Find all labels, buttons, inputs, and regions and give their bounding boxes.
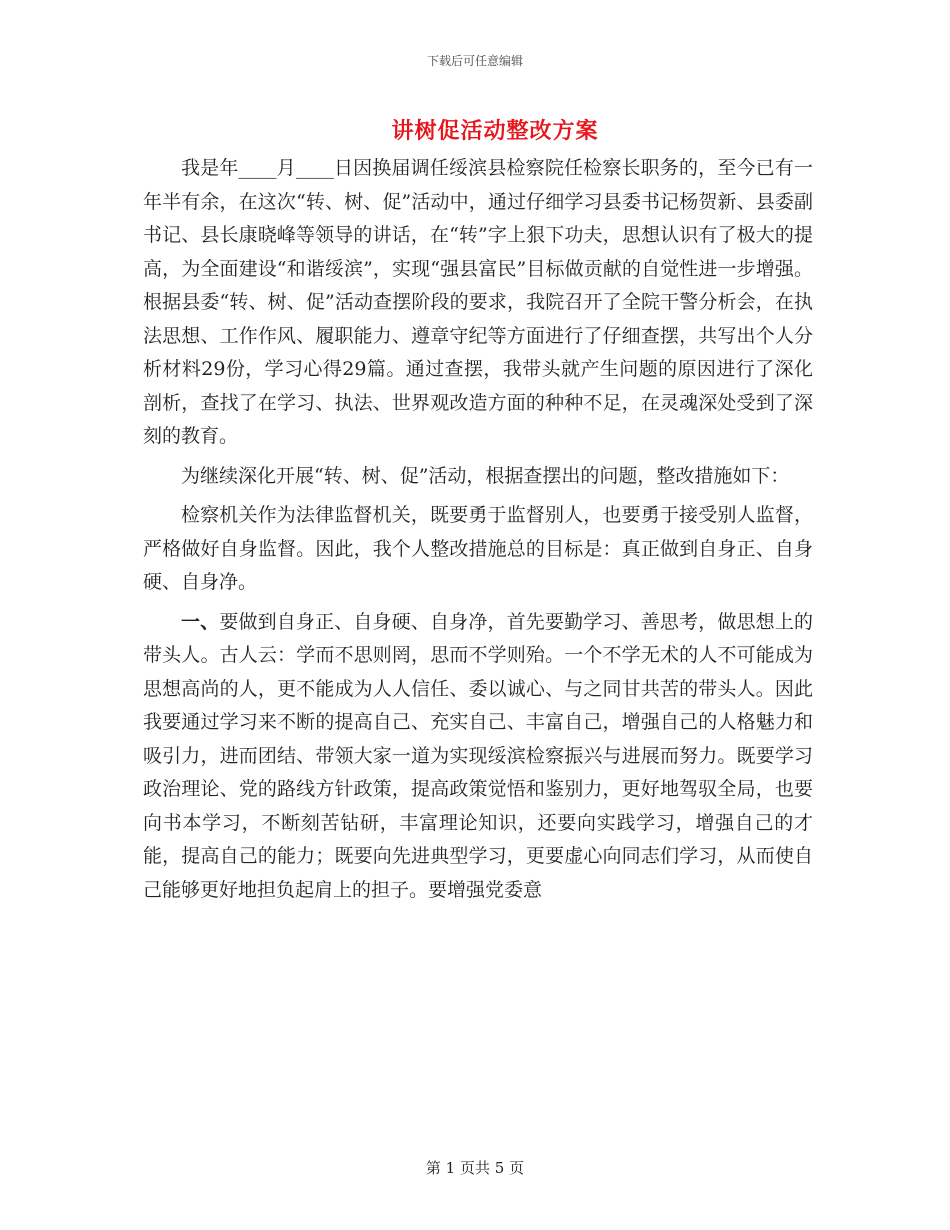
page-header-note: 下载后可任意编辑 — [426, 54, 523, 68]
paragraph-intro: 我是年____月____日因换届调任绥滨县检察院任检察长职务的，至今已有一年半有余，在这次“转、树、促”活动中，通过仔细学习县委书记杨贺新、县委副书记、县长康晓峰等领导的讲话，在“转”字上狠下功夫，思想认识有了极大的提高，为全面建设“和谐绥滨”，实现“强县富民”目标做贡献的自觉性进一步增强。根据县委“转、树、促”活动查摆阶段的要求，我院召开了全院干警分析会，在执法思想、工作作风、履职能力、遵章守纪等方面进行了仔细查摆，共写出个人分析材料29份，学习心得29篇。通过查摆，我带头就产生问题的原因进行了深化剖析，查找了在学习、执法、世界观改造方面的种种不足，在灵魂深处受到了深刻的教育。 — [143, 157, 813, 447]
paragraph-goal: 检察机关作为法律监督机关，既要勇于监督别人，也要勇于接受别人监督，严格做好自身监督。因此，我个人整改措施总的目标是：真正做到自身正、自身硬、自身净。 — [143, 504, 813, 593]
section-one-lead: 一、 — [181, 610, 220, 633]
document-body — [143, 152, 813, 913]
paragraph-measures-intro: 为继续深化开展“转、树、促”活动，根据查摆出的问题，整改措施如下： — [181, 464, 790, 487]
document-title: 讲树促活动整改方案 — [391, 118, 599, 144]
page-number: 第 1 页共 5 页 — [425, 1159, 525, 1177]
section-one-text: 要做到自身正、自身硬、自身净，首先要勤学习、善思考，做思想上的带头人。古人云：学而不思则罔，思而不学则殆。一个不学无术的人不可能成为思想高尚的人，更不能成为人人信任、委以诚心、与之同甘共苦的带头人。因此我要通过学习来不断的提高自己、充实自己、丰富自己，增强自己的人格魅力和吸引力，进而团结、带领大家一道为实现绥滨检察振兴与进展而努力。既要学习政治理论、党的路线方针政策，提高政策觉悟和鉴别力，更好地驾驭全局，也要向书本学习，不断刻苦钻研，丰富理论知识，还要向实践学习，增强自己的才能，提高自己的能力；既要向先进典型学习，更要虚心向同志们学习，从而使自己能够更好地担负起肩上的担子。要增强党委意 — [143, 610, 813, 901]
paragraph-section-one — [143, 606, 813, 908]
